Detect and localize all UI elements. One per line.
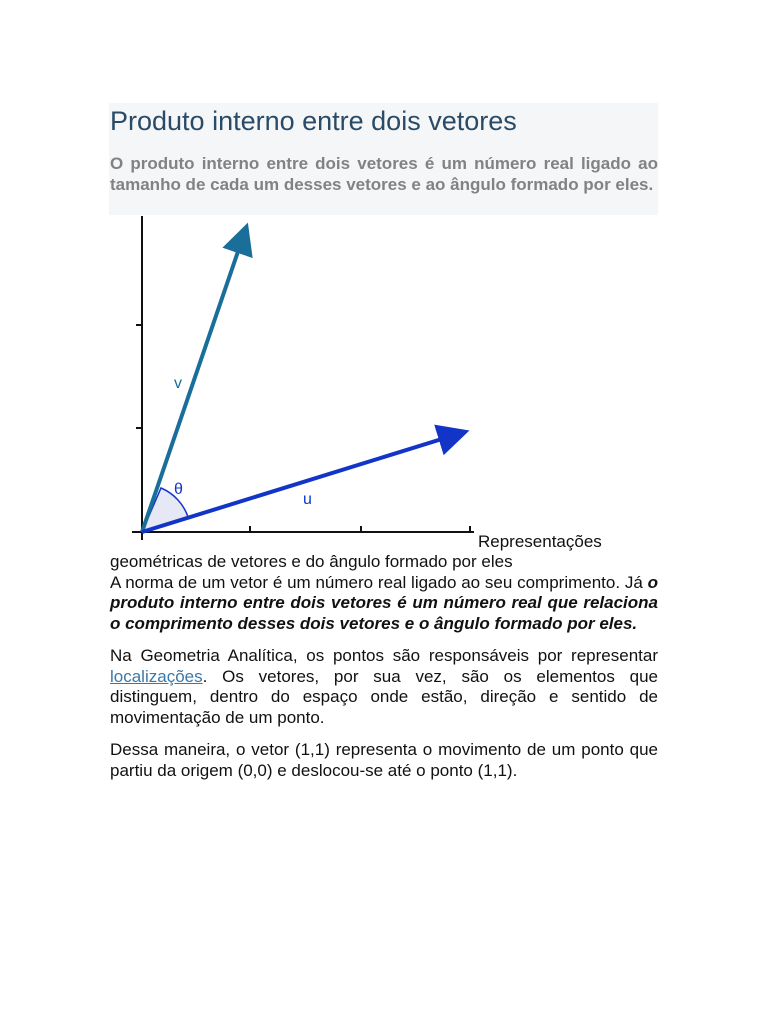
paragraph-geometria-text-end: . Os vetores, por sua vez, são os elementos que distinguem, dentro do espaço onde estão, direção e sentido de movimentação de um ponto. [110, 666, 658, 727]
paragraph-norma-emphasis: o produto interno entre dois vetores é um número real que relaciona o comprimento desses dois vetores e o ângulo formado por eles. [110, 572, 658, 633]
vector-u-label: u [303, 491, 312, 508]
vector-u [142, 434, 458, 532]
figure-caption-start: Representações [478, 532, 602, 551]
page-title: Produto interno entre dois vetores [110, 106, 517, 136]
figure-caption-rest: geométricas de vetores e do ângulo formado por eles [110, 552, 513, 571]
paragraph-geometria [110, 646, 658, 728]
paragraph-norma-text: A norma de um vetor é um número real ligado ao seu comprimento. Já [110, 572, 648, 592]
paragraph-dessa: Dessa maneira, o vetor (1,1) representa o movimento de um ponto que partiu da origem (0,0) e deslocou-se até o ponto (1,1). [110, 740, 658, 780]
paragraph-geometria-text: Na Geometria Analítica, os pontos são responsáveis por representar [110, 646, 658, 665]
vector-v-label: v [174, 375, 182, 392]
localizacoes-link[interactable]: localizações [110, 666, 203, 686]
paragraph-norma [110, 573, 658, 635]
angle-theta-label: θ [174, 481, 183, 498]
article-body [110, 552, 658, 781]
vectors-figure [128, 212, 480, 552]
article-subtitle: O produto interno entre dois vetores é um número real ligado ao tamanho de cada um desses vetores e ao ângulo formado por eles. [110, 154, 658, 194]
vector-v [142, 234, 244, 532]
